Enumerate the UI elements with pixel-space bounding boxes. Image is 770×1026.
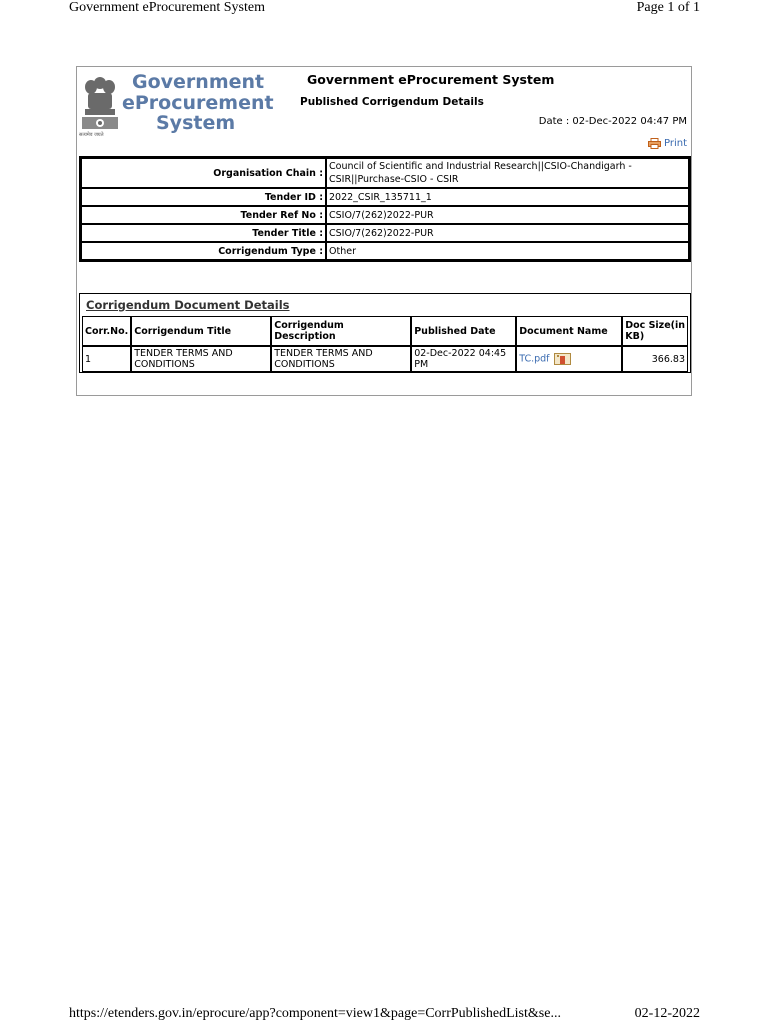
- report-date: Date : 02-Dec-2022 04:47 PM: [538, 116, 687, 127]
- tender-id-value: 2022_CSIR_135711_1: [326, 188, 689, 206]
- logo-line-2: eProcurement: [122, 92, 274, 114]
- print-footer-date: 02-12-2022: [634, 1006, 700, 1021]
- col-document-name: Document Name: [516, 316, 622, 346]
- cell-doc-size: 366.83: [622, 346, 688, 372]
- documents-heading: Corrigendum Document Details: [86, 298, 290, 312]
- table-row: [82, 346, 688, 372]
- emblem-caption: सत्यमेव जयते: [79, 132, 104, 138]
- col-corr-no: Corr.No.: [82, 316, 131, 346]
- system-title: Government eProcurement System: [307, 72, 555, 87]
- print-footer-url: https://etenders.gov.in/eprocure/app?component=view1&page=CorrPublishedList&se...: [69, 1006, 561, 1021]
- corrigendum-documents-section: [79, 293, 691, 373]
- print-footer: [69, 1006, 700, 1026]
- print-label[interactable]: Print: [663, 138, 687, 149]
- org-chain-label: Organisation Chain :: [81, 158, 326, 188]
- tender-ref-value: CSIO/7(262)2022-PUR: [326, 206, 689, 224]
- documents-table: [82, 316, 688, 372]
- tender-title-value: CSIO/7(262)2022-PUR: [326, 224, 689, 242]
- print-header-page: Page 1 of 1: [636, 0, 700, 15]
- corrigendum-type-label: Corrigendum Type :: [81, 242, 326, 260]
- print-header-title: Government eProcurement System: [69, 0, 265, 15]
- corrigendum-type-value: Other: [326, 242, 689, 260]
- document-link[interactable]: TC.pdf: [519, 353, 550, 365]
- table-row: [81, 158, 689, 188]
- cell-description: TENDER TERMS AND CONDITIONS: [271, 346, 411, 372]
- table-row: [81, 242, 689, 260]
- cell-corr-no: 1: [82, 346, 131, 372]
- tender-info-table: [79, 156, 691, 262]
- print-header: [69, 0, 700, 20]
- logo-line-1: Government: [132, 71, 265, 93]
- table-row: [81, 224, 689, 242]
- col-published-date: Published Date: [411, 316, 516, 346]
- table-row: [81, 206, 689, 224]
- tender-title-label: Tender Title :: [81, 224, 326, 242]
- org-chain-value: Council of Scientific and Industrial Research||CSIO-Chandigarh - CSIR||Purchase-CSIO - CSIR: [326, 158, 689, 188]
- table-header-row: [82, 316, 688, 346]
- table-row: [81, 188, 689, 206]
- corrigendum-page-frame: [76, 66, 692, 396]
- cell-published-date: 02-Dec-2022 04:45 PM: [411, 346, 516, 372]
- logo-line-3: System: [156, 112, 236, 134]
- tender-ref-label: Tender Ref No :: [81, 206, 326, 224]
- cell-title: TENDER TERMS AND CONDITIONS: [131, 346, 271, 372]
- download-icon[interactable]: [554, 353, 571, 365]
- col-doc-size: Doc Size(in KB): [622, 316, 688, 346]
- col-title: Corrigendum Title: [131, 316, 271, 346]
- tender-id-label: Tender ID :: [81, 188, 326, 206]
- page-subtitle: Published Corrigendum Details: [300, 96, 484, 108]
- print-button[interactable]: [648, 138, 687, 149]
- cell-document-name: [516, 346, 622, 372]
- national-emblem-icon: [79, 71, 121, 137]
- col-description: Corrigendum Description: [271, 316, 411, 346]
- printer-icon: [648, 138, 661, 149]
